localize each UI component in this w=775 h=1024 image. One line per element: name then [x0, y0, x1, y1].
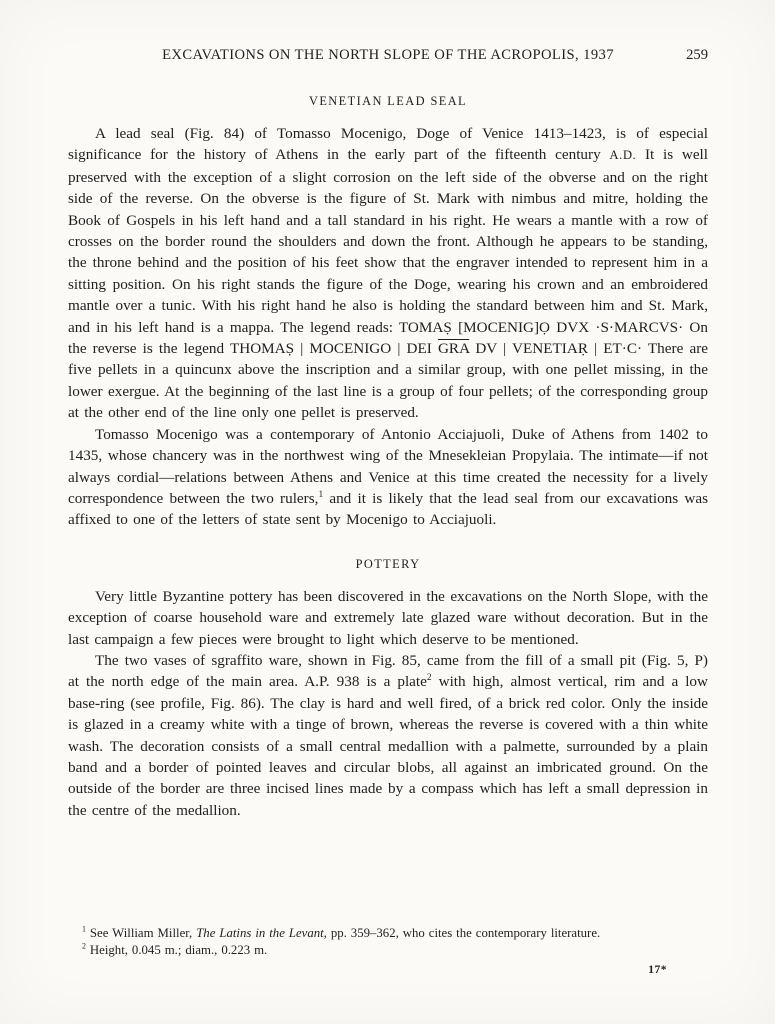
text-segment: Very little Byzantine pottery has been discovered in the excavations on the North Slope, with the exception of coarse household ware and extremely late glazed ware without decoration. But in the last campaign a few pieces were brought to light which deserve to be mentioned. [68, 587, 708, 648]
text-segment: Tomasso Mocenigo was a contemporary of Antonio Acciajuoli, Duke of Athens from 1402 to 1435, whose chancery was in the northwest wing of the Mnesekleian Propylaia. The intimate—if not always cordial—relations between Athens and Venice at this time created the necessity for a lively correspondence between the two rulers, [68, 425, 708, 507]
section-pottery [68, 557, 708, 821]
text-segment: and it is likely that the lead seal from our excavations was affixed to one of the letters of state sent by Mocenigo to Acciajuoli. [68, 489, 709, 529]
footnote-1 [68, 925, 708, 943]
text-segment: A.D. [609, 148, 637, 163]
text-segment: 2 [426, 673, 432, 684]
text-segment: 1 [82, 924, 86, 934]
section-heading-pottery: POTTERY [355, 556, 421, 571]
text-segment: See William Miller, [85, 925, 197, 940]
section-heading-venetian-lead-seal: VENETIAN LEAD SEAL [308, 94, 468, 108]
paragraph [68, 586, 708, 650]
paragraph [68, 650, 708, 821]
text-segment: It is well preserved with the exception of a slight corrosion on the left side of the obverse and on the right side of the reverse. On the obverse is the figure of St. Mark with nimbus and mitre, holding the Book of Gospels in his left hand and a tall standard in his right. He wears a mantle with a row of crosses on the border round the shoulders and down the front. Although he appears to be standing, the throne behind and the position of his feet show that the engraver intended to represent him in a sitting position. On his right stands the figure of the Doge, wearing his crown and an embroidered mantle over a tunic. With his right hand he also is holding the standard between him and St. Mark, and in his left hand is a mappa. The legend reads: TOMAṢ [MOCENIG]Ọ DVX ·S·MARCVS· On the reverse is the legend THOMAṢ | MOCENIGO | DEI [68, 146, 708, 358]
section-venetian-lead-seal [68, 94, 708, 531]
text-segment: pp. 359–362, who cites the contemporary literature. [326, 925, 601, 940]
text-segment: The Latins in the Levant, [196, 925, 327, 940]
running-title: EXCAVATIONS ON THE NORTH SLOPE OF THE ACROPOLIS, 1937 [162, 47, 614, 63]
text-segment: $\overline{GRA}$ [437, 340, 470, 358]
text-segment: 1 [318, 489, 324, 500]
text-segment: 2 [82, 942, 86, 952]
page-header [68, 47, 708, 64]
paragraph [68, 123, 708, 424]
printer-mark: 17* [648, 964, 667, 976]
text-segment: with high, almost vertical, rim and a low base-ring (see profile, Fig. 86). The clay is hard and well fired, of a brick red color. Only the inside is glazed in a creamy white with a tinge of brown, whereas the reverse is covered with a thin white wash. The decoration consists of a small central medallion with a palmette, surrounded by a plain band and a border of pointed leaves and circular blobs, all against an imbricated ground. On the outside of the border are three incised lines made by a compass which has left a small depression in the centre of the medallion. [68, 673, 708, 819]
paragraph [68, 424, 708, 531]
text-segment: DV | VENETIAṚ | ET·C· There are five pellets in a quincunx above the inscription and a similar group, with one pellet missing, in the lower exergue. At the beginning of the last line is a group of four pellets; of the corresponding group at the other end of the line only one pellet is preserved. [68, 340, 708, 422]
text-segment: Height, 0.045 m.; diam., 0.223 m. [85, 943, 268, 958]
text-segment: The two vases of sgraffito ware, shown in Fig. 85, came from the fill of a small pit (Fig. 5, P) at the north edge of the main area. A.P. 938 is a plate [68, 651, 708, 691]
footnote-2 [68, 942, 708, 960]
text-segment: A lead seal (Fig. 84) of Tomasso Mocenigo, Doge of Venice 1413–1423, is of especial significance for the history of Athens in the early part of the fifteenth century [68, 125, 708, 164]
footnotes [68, 925, 708, 960]
page-number: 259 [686, 47, 708, 63]
